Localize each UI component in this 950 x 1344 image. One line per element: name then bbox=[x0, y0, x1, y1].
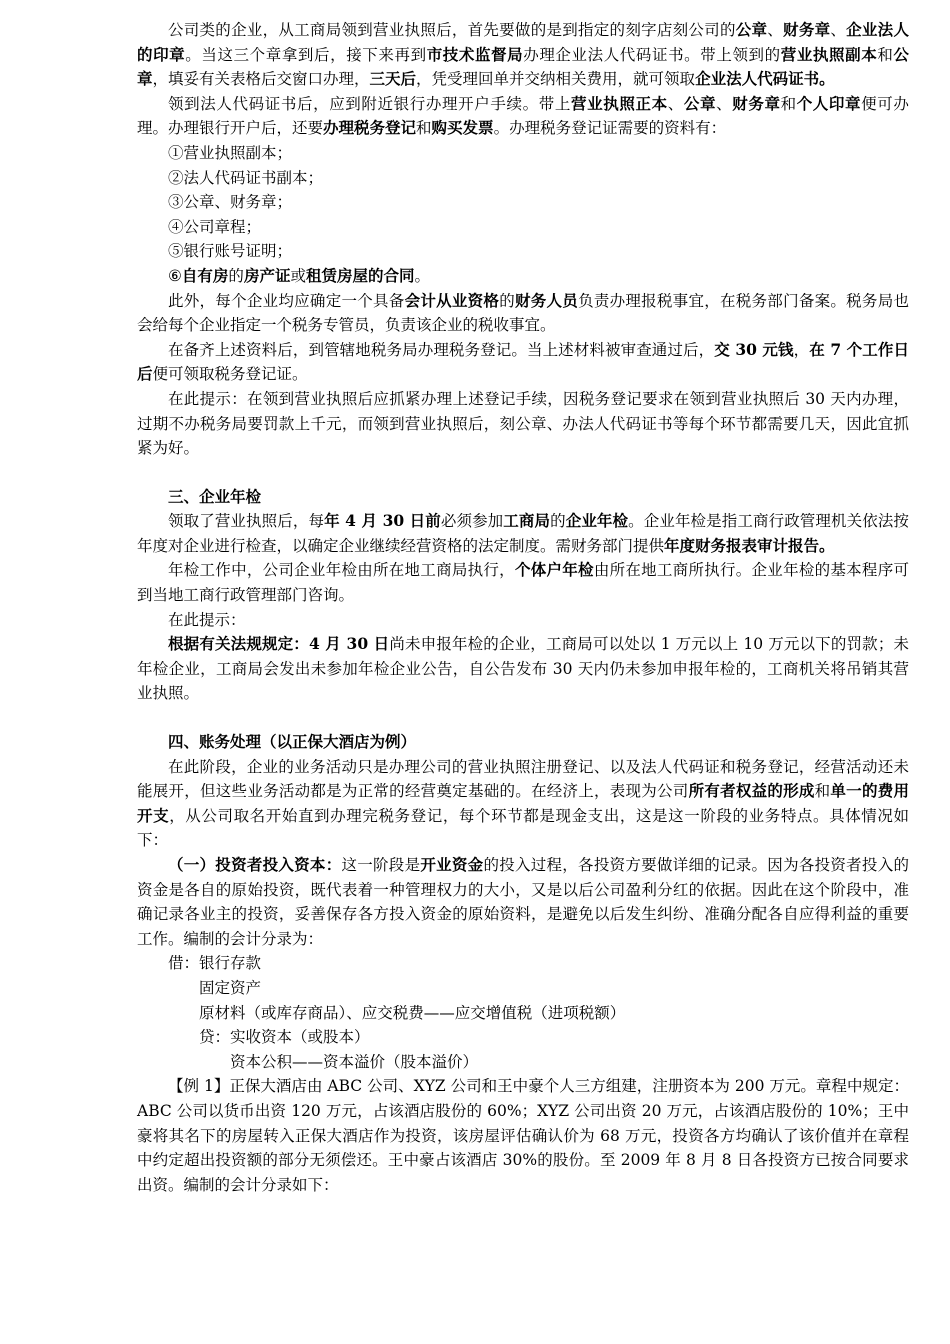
journal-line: 原材料（或库存商品）、应交税费——应交增值税（进项税额） bbox=[199, 1003, 626, 1022]
journal-line: 资本公积——资本溢价（股本溢价） bbox=[230, 1052, 479, 1071]
paragraph-bank-account: 领到法人代码证书后，应到附近银行办理开户手续。带上营业执照正本、公章、财务章和个人印章便可办理。办理银行开户后，还要办理税务登记和购买发票。办理税务登记证需要的资料有： bbox=[137, 93, 909, 138]
paragraph-seal-registration: 公司类的企业，从工商局领到营业执照后，首先要做的是到指定的刻字店刻公司的公章、财务章、企业法人的印章。当这三个章拿到后，接下来再到市技术监督局办理企业法人代码证书。带上领到的营业执照副本和公章，填妥有关表格后交窗口办理，三天后，凭受理回单并交纳相关费用，就可领取企业法人代码证书。 bbox=[137, 20, 909, 89]
paragraph-investor-capital: （一）投资者投入资本：这一阶段是开业资金的投入过程，各投资方要做详细的记录。因为各投资者投入的资金是各自的原始投资，既代表着一种管理权力的大小，又是以后公司盈利分红的依据。因此在这个阶段中，准确记录各业主的投资，妥善保存各方投入资金的原始资料，是避免以后发生纠纷、准确分配各自应得利益的重要工作。编制的会计分录为： bbox=[137, 855, 909, 948]
paragraph-annual-inspection: 领取了营业执照后，每年 4 月 30 日前必须参加工商局的企业年检。企业年检是指工商行政管理机关依法按年度对企业进行检查，以确定企业继续经营资格的法定制度。需财务部门提供年度财务报表审计报告。 bbox=[137, 511, 909, 555]
paragraph-tip: 在此提示：在领到营业执照后应抓紧办理上述登记手续，因税务登记要求在领到营业执照后 30 天内办理，过期不办税务局要罚款上千元，而领到营业执照后，刻公章、办法人代码证书等每个环节都需要几天，因此宜抓紧为好。 bbox=[137, 389, 909, 458]
paragraph-finance-staff: 此外，每个企业均应确定一个具备会计从业资格的财务人员负责办理报税事宜，在税务部门备案。税务局也会给每个企业指定一个税务专管员，负责该企业的税收事宜。 bbox=[137, 290, 909, 335]
journal-line: 固定资产 bbox=[199, 978, 262, 997]
list-item: ④公司章程； bbox=[168, 217, 262, 236]
paragraph-inspection-execution: 年检工作中，公司企业年检由所在地工商局执行，个体户年检由所在地工商所执行。企业年检的基本程序可到当地工商行政管理部门咨询。 bbox=[137, 560, 909, 605]
journal-debit-line: 借：银行存款 bbox=[168, 954, 262, 973]
document-page bbox=[137, 18, 909, 1197]
list-item: ①营业执照副本； bbox=[168, 143, 293, 162]
section-heading-annual-inspection: 三、企业年检 bbox=[168, 486, 262, 506]
paragraph-penalty: 根据有关法规规定：4 月 30 日尚未申报年检的企业，工商局可以处以 1 万元以上 10 万元以下的罚款；未年检企业，工商局会发出未参加年检企业公告，自公告发布 30 天内仍未参加申报年检的，工商机关将吊销其营业执照。 bbox=[137, 634, 909, 703]
list-item: ⑤银行账号证明； bbox=[168, 242, 293, 261]
list-item: ③公章、财务章； bbox=[168, 193, 293, 212]
paragraph-tax-registration: 在备齐上述资料后，到管辖地税务局办理税务登记。当上述材料被审查通过后，交 30 元钱，在 7 个工作日后便可领取税务登记证。 bbox=[137, 339, 909, 384]
list-item: ②法人代码证书副本； bbox=[168, 168, 324, 187]
paragraph-tip-label: 在此提示： bbox=[168, 610, 246, 629]
paragraph-example-1: 【例 1】正保大酒店由 ABC 公司、XYZ 公司和王中豪个人三方组建，注册资本为 200 万元。章程中规定：ABC 公司以货币出资 120 万元，占该酒店股份的 60%；XYZ 公司出资 20 万元，占该酒店股份的 10%；王中豪将其名下的房屋转入正保大酒店作为投资，该房屋评估确认价为 68 万元，投资各方均确认了该价值并在章程中约定超出投资额的部分无须偿还。王中豪占该酒店 30%的股份。至 2009 年 8 月 8 日各投资方已按合同要求出资。编制的会计分录如下： bbox=[137, 1077, 909, 1194]
list-item: ⑥自有房的房产证或租赁房屋的合同。 bbox=[168, 265, 430, 285]
paragraph-accounting-stage: 在此阶段，企业的业务活动只是办理公司的营业执照注册登记、以及法人代码证和税务登记，经营活动还未能展开，但这些业务活动都是为正常的经营奠定基础的。在经济上，表现为公司所有者权益的形成和单一的费用开支，从公司取名开始直到办理完税务登记，每个环节都是现金支出，这是这一阶段的业务特点。具体情况如下： bbox=[137, 757, 909, 850]
journal-credit-line: 贷：实收资本（或股本） bbox=[199, 1028, 370, 1047]
section-heading-accounting: 四、账务处理（以正保大酒店为例） bbox=[168, 732, 417, 752]
